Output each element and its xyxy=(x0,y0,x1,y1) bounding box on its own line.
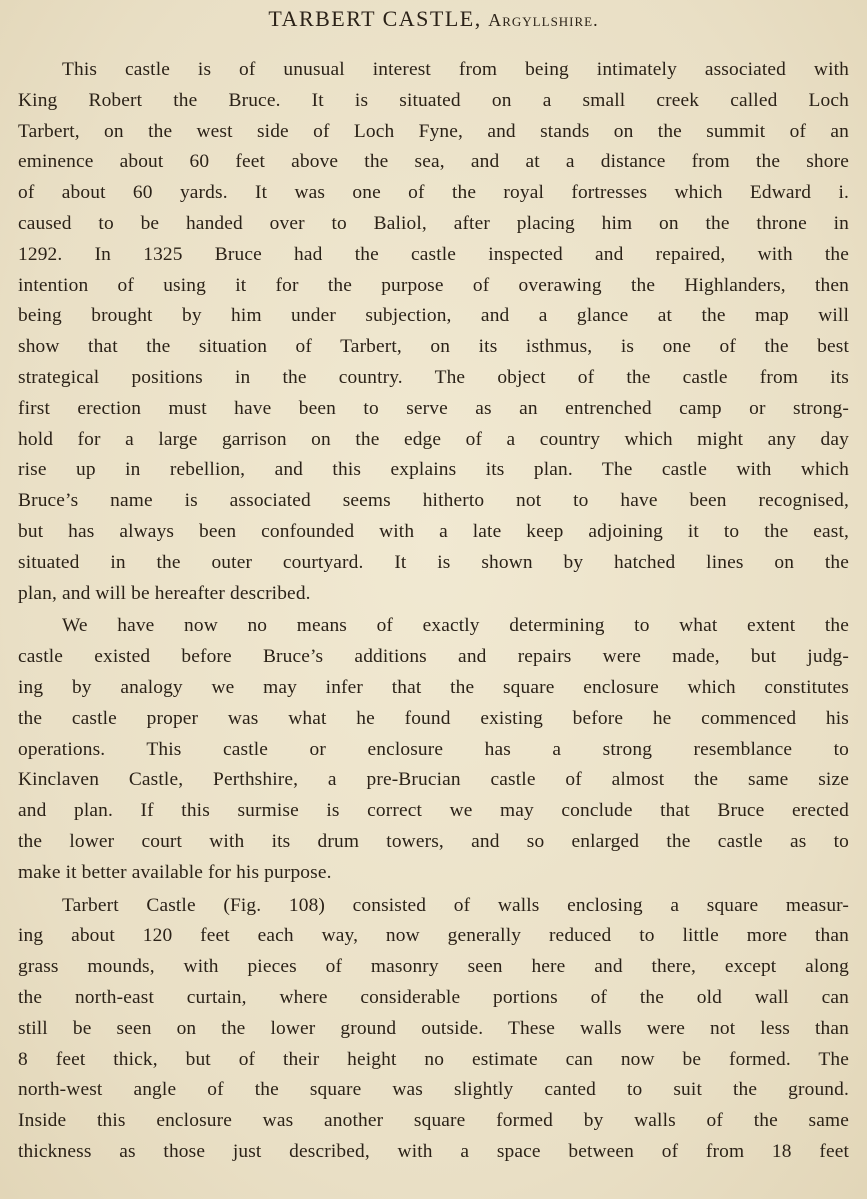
text-line: north-west angle of the square was slightly canted to suit the ground. xyxy=(18,1079,849,1101)
text-line: plan, and will be hereafter described. xyxy=(18,582,311,604)
text-line: operations. This castle or enclosure has a strong resemblance to xyxy=(18,738,849,760)
text-line: thickness as those just described, with a space between of from 18 feet xyxy=(18,1140,849,1162)
heading-county: Argyllshire. xyxy=(488,10,599,30)
text-line: ing by analogy we may infer that the square enclosure which constitutes xyxy=(18,676,849,698)
text-line: Bruce’s name is associated seems hitherto not to have been recognised, xyxy=(18,490,849,512)
text-line: rise up in rebellion, and this explains its plan. The castle with which xyxy=(18,459,849,481)
text-line: We have now no means of exactly determining to what extent the xyxy=(62,615,849,637)
text-line: situated in the outer courtyard. It is shown by hatched lines on the xyxy=(18,551,849,573)
chapter-heading xyxy=(18,6,849,33)
text-line: first erection must have been to serve as an entrenched camp or strong- xyxy=(18,397,849,419)
text-line: of about 60 yards. It was one of the royal fortresses which Edward i. xyxy=(18,182,849,204)
text-line: being brought by him under subjection, and a glance at the map will xyxy=(18,305,849,327)
text-line: the castle proper was what he found existing before he commenced his xyxy=(18,707,849,729)
text-line: Tarbert, on the west side of Loch Fyne, and stands on the summit of an xyxy=(18,120,849,142)
text-line: Inside this enclosure was another square formed by walls of the same xyxy=(18,1110,849,1132)
text-line: hold for a large garrison on the edge of a country which might any day xyxy=(18,428,849,450)
text-line: caused to be handed over to Baliol, after placing him on the throne in xyxy=(18,212,849,234)
text-line: King Robert the Bruce. It is situated on a small creek called Loch xyxy=(18,89,849,111)
text-line: make it better available for his purpose. xyxy=(18,861,332,883)
text-line: castle existed before Bruce’s additions and repairs were made, but judg- xyxy=(18,646,849,668)
paragraph-3 xyxy=(18,891,849,1168)
text-line: intention of using it for the purpose of overawing the Highlanders, then xyxy=(18,274,849,296)
text-line: Kinclaven Castle, Perthshire, a pre-Brucian castle of almost the same size xyxy=(18,769,849,791)
text-line: show that the situation of Tarbert, on its isthmus, is one of the best xyxy=(18,336,849,358)
paragraph-2 xyxy=(18,611,849,888)
text-line: grass mounds, with pieces of masonry seen here and there, except along xyxy=(18,956,849,978)
text-line: ing about 120 feet each way, now generally reduced to little more than xyxy=(18,925,849,947)
text-line: but has always been confounded with a late keep adjoining it to the east, xyxy=(18,520,849,542)
text-line: and plan. If this surmise is correct we may conclude that Bruce erected xyxy=(18,800,849,822)
heading-title: TARBERT CASTLE, xyxy=(268,6,482,31)
text-line: the north-east curtain, where considerable portions of the old wall can xyxy=(18,986,849,1008)
text-line: This castle is of unusual interest from being intimately associated with xyxy=(62,59,849,80)
text-line: eminence about 60 feet above the sea, and at a distance from the shore xyxy=(18,151,849,173)
text-line: 1292. In 1325 Bruce had the castle inspected and repaired, with the xyxy=(18,243,849,265)
text-line: the lower court with its drum towers, and so enlarged the castle as to xyxy=(18,830,849,852)
text-line: still be seen on the lower ground outside. These walls were not less than xyxy=(18,1017,849,1039)
text-line: Tarbert Castle (Fig. 108) consisted of walls enclosing a square measur- xyxy=(62,894,849,916)
text-line: 8 feet thick, but of their height no estimate can now be formed. The xyxy=(18,1048,849,1070)
paragraph-1 xyxy=(18,55,849,609)
text-line: strategical positions in the country. The object of the castle from its xyxy=(18,366,849,388)
